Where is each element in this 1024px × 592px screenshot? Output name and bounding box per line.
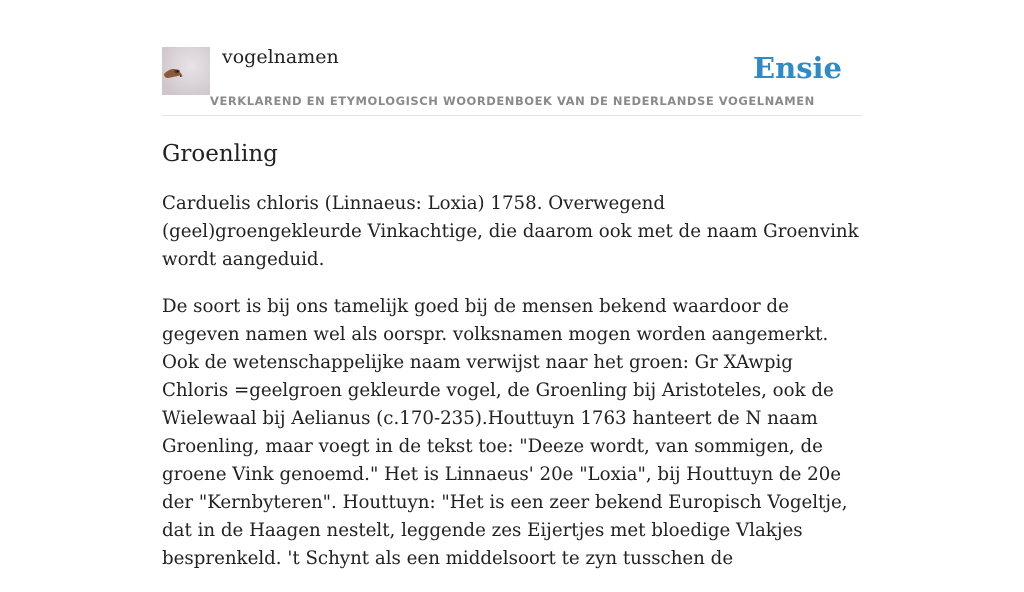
site-subtitle: VERKLAREND EN ETYMOLOGISCH WOORDENBOEK VAN DE NEDERLANDSE VOGELNAMEN	[210, 94, 815, 108]
header-divider	[162, 115, 862, 116]
site-name[interactable]: vogelnamen	[222, 46, 339, 68]
page-title: Groenling	[162, 141, 278, 167]
avatar[interactable]	[162, 47, 210, 95]
article-paragraph: De soort is bij ons tamelijk goed bij de mensen bekend waardoor de gegeven namen wel als oorspr. volksnamen mogen worden aangemerkt. Ook de wetenschappelijke naam verwijst naar het groen: Gr XAwpig Chloris =geelgroen gekleurde vogel, de Groenling bij Aristoteles, ook de Wielewaal bij Aelianus (c.170-235).Houttuyn 1763 hanteert de N naam Groenling, maar voegt in de tekst toe: "Deeze wordt, van sommigen, de groene Vink genoemd." Het is Linnaeus' 20e "Loxia", bij Houttuyn de 20e der "Kernbyteren". Houttuyn: "Het is een zeer bekend Europisch Vogeltje, dat in de Haagen nestelt, leggende zes Eijertjes met bloedige Vlakjes besprenkeld. 't Schynt als een middelsoort te zyn tusschen de	[162, 296, 848, 569]
site-header	[162, 40, 862, 116]
bird-photo-icon	[162, 47, 210, 95]
article-paragraph: Carduelis chloris (Linnaeus: Loxia) 1758. Overwegend (geel)groengekleurde Vinkachtige, die daarom ook met de naam Groenvink wordt aangeduid.	[162, 193, 859, 270]
ensie-logo[interactable]: Ensie	[753, 51, 842, 85]
article	[162, 138, 864, 592]
